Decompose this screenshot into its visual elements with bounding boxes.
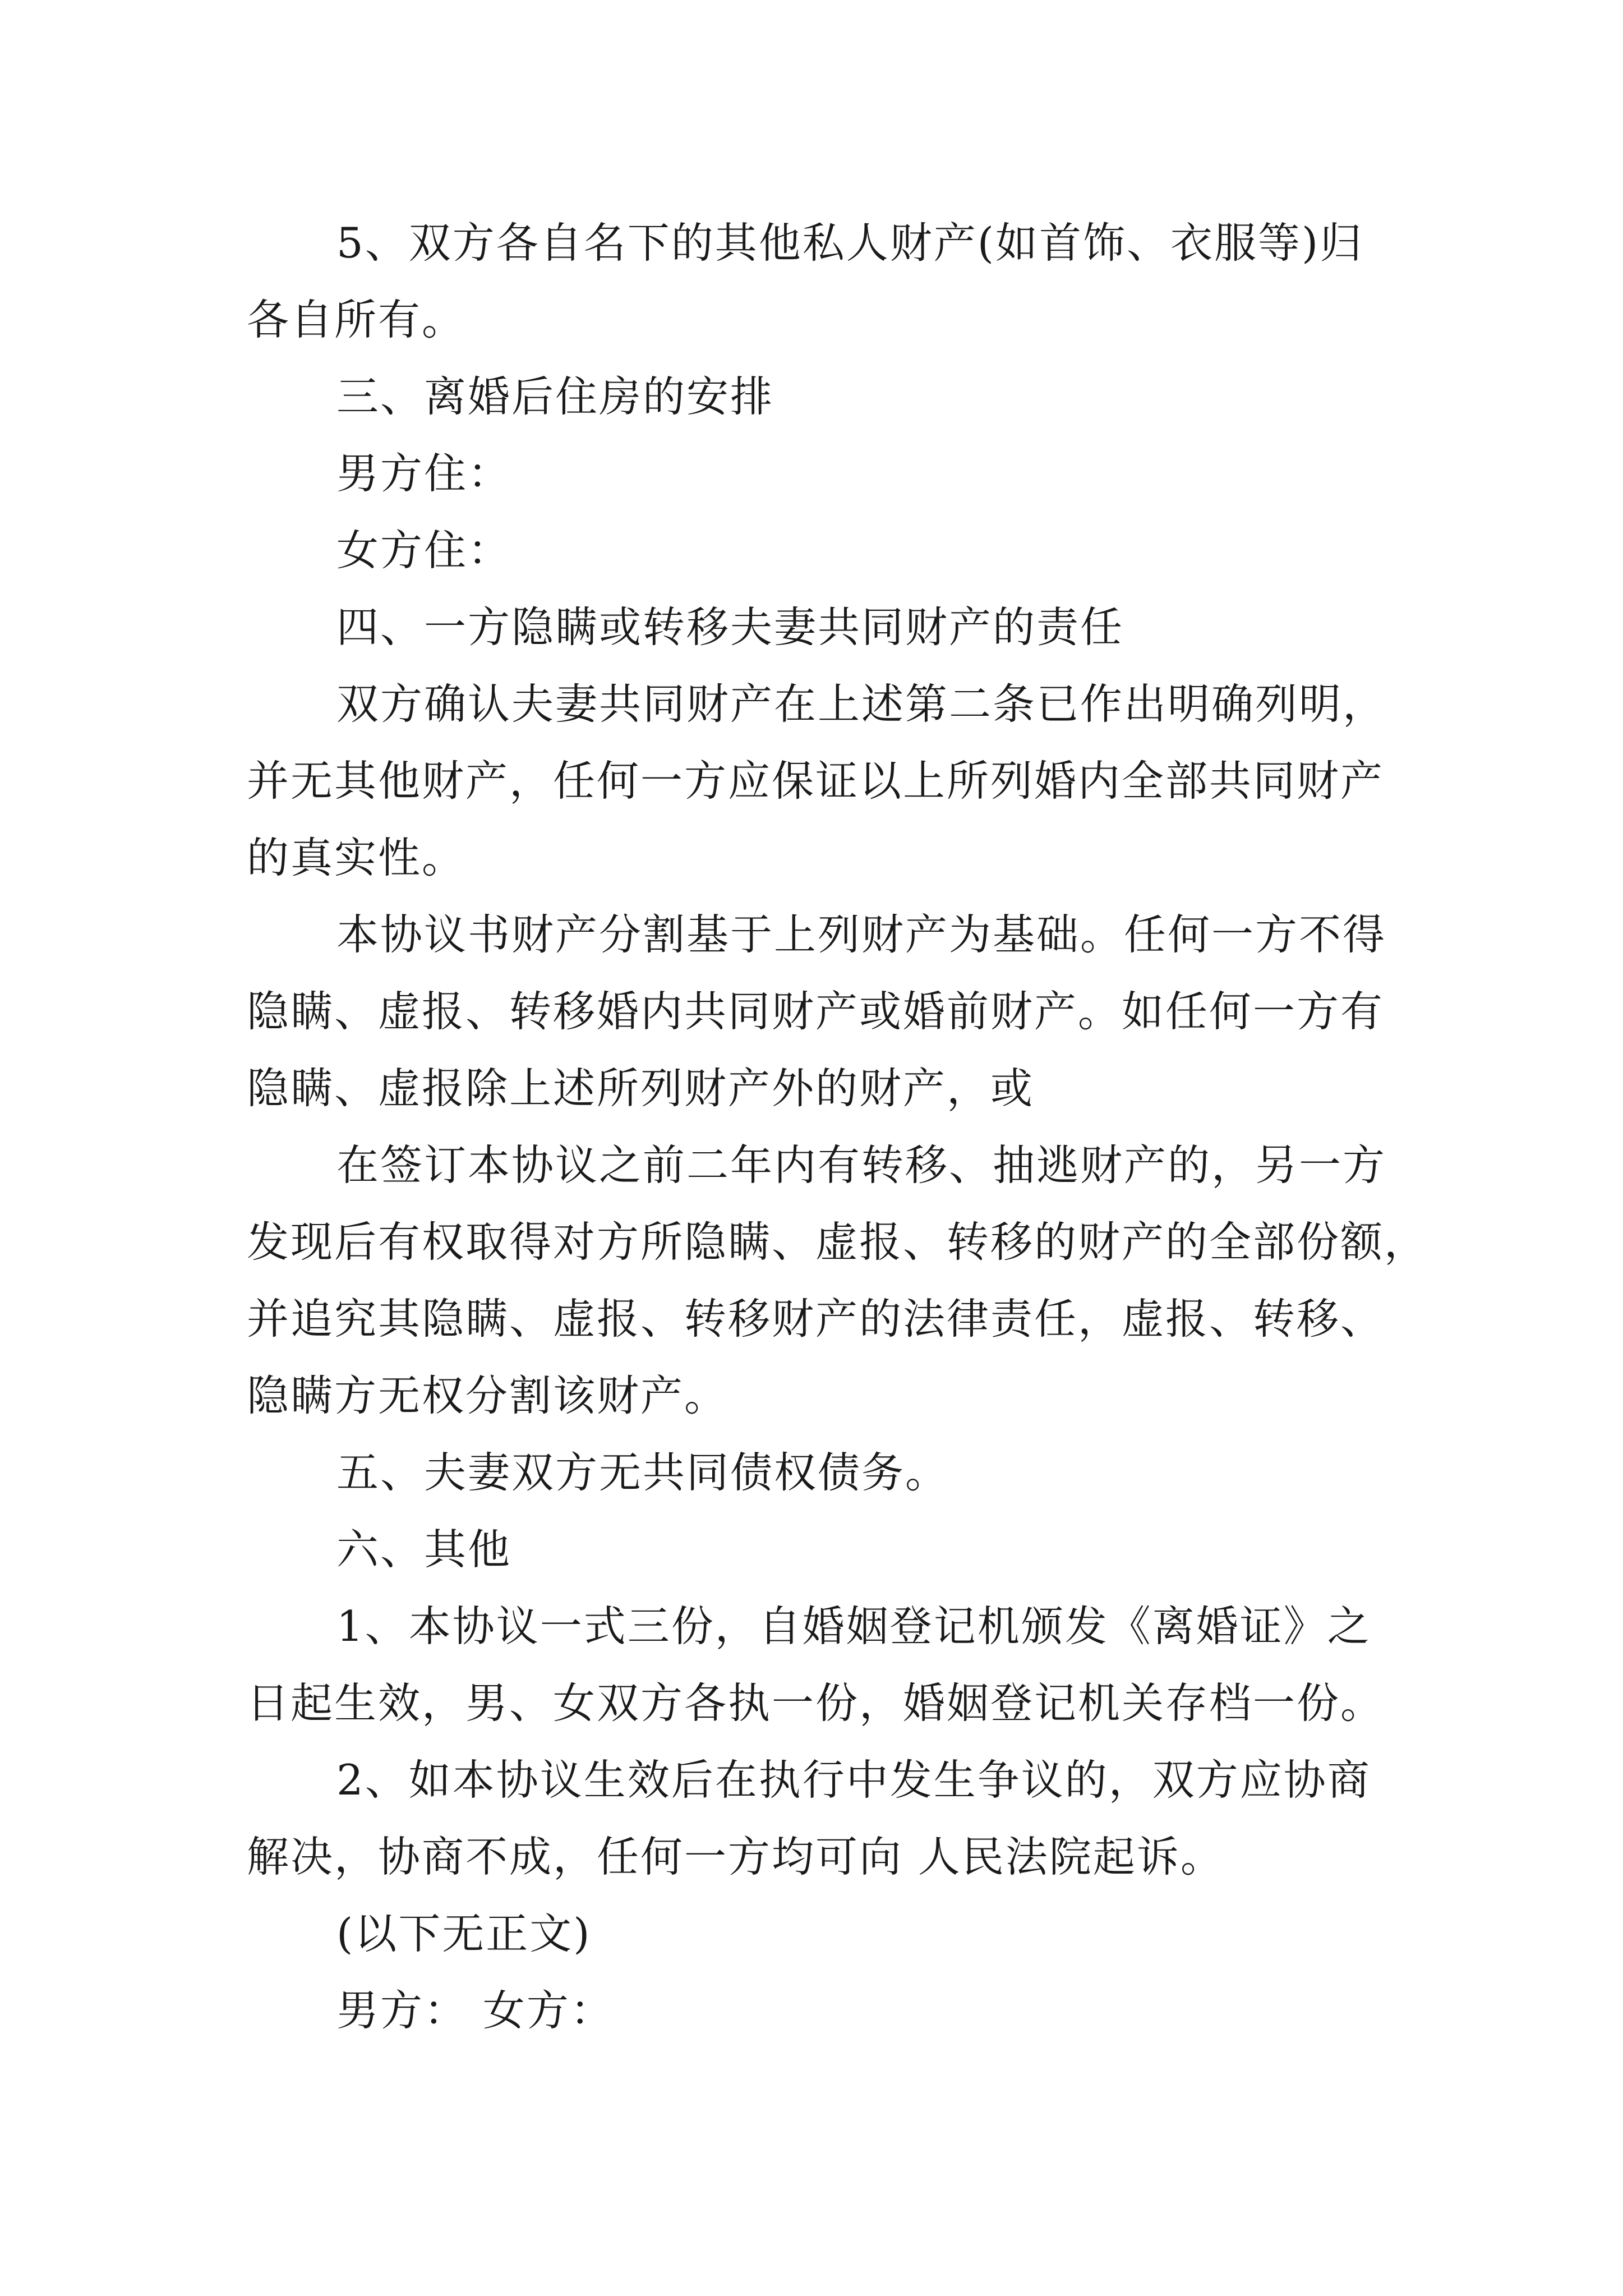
text-line: 在签订本协议之前二年内有转移、抽逃财产的，另一方 [336, 1140, 1387, 1190]
text-line: 的真实性。 [247, 833, 466, 882]
text-line: 隐瞒方无权分割该财产。 [247, 1371, 728, 1420]
text-line: 本协议书财产分割基于上列财产为基础。任何一方不得 [336, 910, 1387, 959]
text-line: 男方住： [336, 449, 512, 498]
text-line: 1、本协议一式三份，自婚姻登记机颁发《离婚证》之 [336, 1602, 1371, 1651]
text-line: 隐瞒、虚报、转移婚内共同财产或婚前财产。如任何一方有 [247, 987, 1385, 1036]
text-line: 日起生效，男、女双方各执一份，婚姻登记机关存档一份。 [247, 1678, 1385, 1728]
text-line: 隐瞒、虚报除上述所列财产外的财产，或 [247, 1064, 1035, 1113]
text-line: (以下无正文) [336, 1909, 592, 1958]
section-heading: 六、其他 [336, 1525, 512, 1574]
section-heading: 五、夫妻双方无共同债权债务。 [336, 1448, 949, 1497]
section-heading: 四、一方隐瞒或转移夫妻共同财产的责任 [336, 602, 1124, 652]
text-line: 各自所有。 [247, 295, 466, 344]
text-line: 发现后有权取得对方所隐瞒、虚报、转移的财产的全部份额， [247, 1217, 1428, 1267]
text-line: 女方住： [336, 526, 512, 575]
text-line: 解决，协商不成，任何一方均可向 人民法院起诉。 [247, 1832, 1224, 1881]
text-line: 并无其他财产，任何一方应保证以上所列婚内全部共同财产 [247, 756, 1385, 806]
signature-line: 男方： 女方： [336, 1986, 614, 2035]
section-heading: 三、离婚后住房的安排 [336, 372, 774, 421]
text-line: 5、双方各自名下的其他私人财产(如首饰、衣服等)归 [336, 218, 1364, 268]
text-line: 双方确认夫妻共同财产在上述第二条已作出明确列明， [336, 679, 1387, 729]
text-line: 并追究其隐瞒、虚报、转移财产的法律责任，虚报、转移、 [247, 1294, 1385, 1343]
text-line: 2、如本协议生效后在执行中发生争议的，双方应协商 [336, 1755, 1371, 1805]
